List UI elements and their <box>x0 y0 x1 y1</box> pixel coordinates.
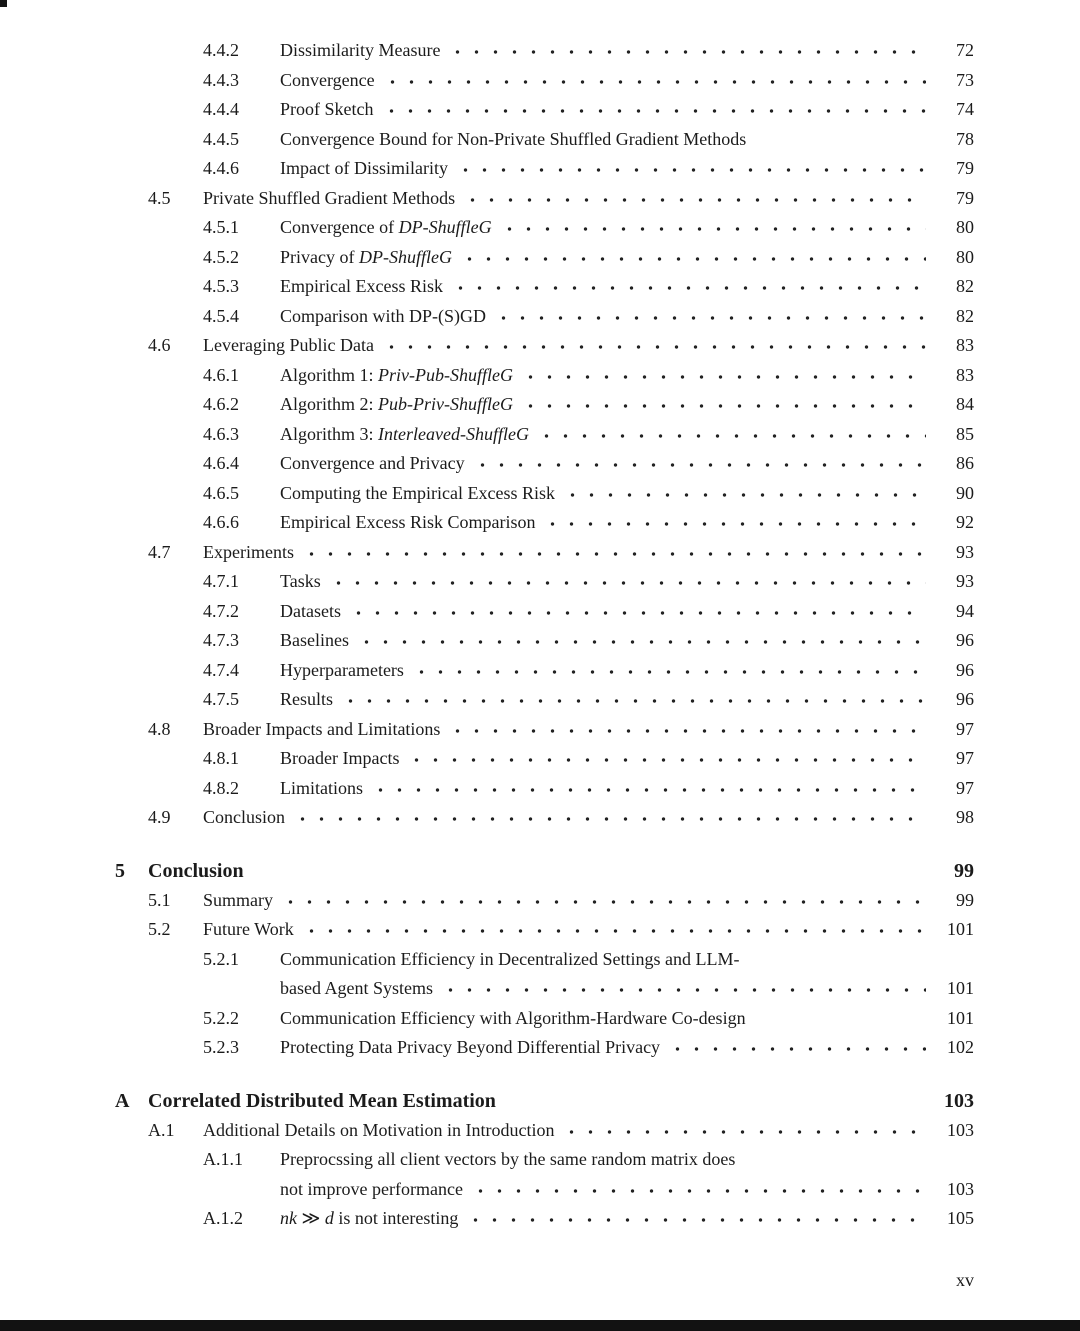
entry-title: Results <box>280 689 334 709</box>
entry-page: 93 <box>956 541 974 562</box>
entry-page: 101 <box>947 978 974 998</box>
entry-title: Leveraging Public Data <box>203 335 374 355</box>
dot-leader <box>500 215 926 233</box>
scan-corner-artifact <box>0 0 7 7</box>
toc-entry-4.4.4 <box>0 95 1080 125</box>
entry-title: Convergence and Privacy <box>280 453 465 473</box>
entry-page: 83 <box>956 364 974 385</box>
toc-entry-4.7.4 <box>0 656 1080 686</box>
dot-leader <box>371 776 926 794</box>
entry-number: A <box>115 1089 130 1112</box>
dot-leader <box>341 687 926 705</box>
toc-entry-A <box>0 1086 1080 1116</box>
toc-entry-4.7.1 <box>0 567 1080 597</box>
dot-leader <box>441 976 926 994</box>
dot-leader <box>521 363 926 381</box>
entry-title: Comparison with DP-(S)GD <box>280 305 486 326</box>
dot-leader <box>448 38 926 56</box>
entry-number: 5.2 <box>148 919 171 939</box>
entry-number: 4.6.3 <box>203 423 239 444</box>
entry-number: A.1.2 <box>203 1208 243 1228</box>
dot-leader <box>563 481 926 499</box>
entry-number: A.1.1 <box>203 1149 243 1169</box>
dot-leader <box>448 717 926 735</box>
entry-title: nk ≫ d is not interesting <box>280 1208 459 1228</box>
entry-title: Algorithm 3: Interleaved-ShuffleG <box>280 423 529 444</box>
entry-page: 74 <box>956 99 974 119</box>
toc-entry-4.8.2 <box>0 774 1080 804</box>
dot-leader <box>521 392 926 410</box>
entry-number: 4.6.5 <box>203 482 239 503</box>
toc-entry-4.5.4 <box>0 302 1080 332</box>
entry-title: Protecting Data Privacy Beyond Differential Privacy <box>280 1037 661 1057</box>
toc-entry-4.6.4 <box>0 449 1080 479</box>
entry-page: 85 <box>956 423 974 444</box>
toc-entry-4.6.1 <box>0 361 1080 391</box>
entry-page: 73 <box>956 69 974 90</box>
dot-leader <box>456 156 926 174</box>
entry-number: 5 <box>115 859 125 882</box>
entry-page: 80 <box>956 217 974 237</box>
entry-number: 4.6.6 <box>203 512 239 532</box>
toc-entry-5.2.1 <box>0 945 1080 975</box>
entry-title: Convergence Bound for Non-Private Shuffled Gradient Methods <box>280 128 747 149</box>
entry-page: 99 <box>954 859 974 882</box>
toc-entry-A.1 <box>0 1116 1080 1146</box>
entry-title: Privacy of DP-ShuffleG <box>280 246 452 267</box>
toc-entry-A.1.2 <box>0 1204 1080 1234</box>
toc-entry-4.4.2 <box>0 36 1080 66</box>
entry-title: Broader Impacts and Limitations <box>203 718 441 739</box>
entry-number: 4.4.2 <box>203 40 239 60</box>
entry-title: Dissimilarity Measure <box>280 40 441 60</box>
entry-title: Algorithm 1: Priv-Pub-ShuffleG <box>280 364 513 385</box>
entry-page: 84 <box>956 394 974 414</box>
toc-entry-4.5.2 <box>0 243 1080 273</box>
entry-number: 4.8 <box>148 718 171 739</box>
entry-title: Convergence of DP-ShuffleG <box>280 217 492 237</box>
entry-title: Hyperparameters <box>280 659 404 680</box>
entry-number: 4.6 <box>148 335 171 355</box>
entry-number: 4.7.1 <box>203 571 239 591</box>
toc-entry-4.4.6 <box>0 154 1080 184</box>
entry-number: 5.2.2 <box>203 1007 239 1028</box>
entry-number: 4.7.3 <box>203 630 239 650</box>
entry-page: 103 <box>947 1119 974 1140</box>
entry-number: 4.7.5 <box>203 689 239 709</box>
toc-entry-4.5.3 <box>0 272 1080 302</box>
toc-entry-4.6.5 <box>0 479 1080 509</box>
entry-number: 4.6.4 <box>203 453 239 473</box>
toc-entry-A.1.1 <box>0 1145 1080 1175</box>
dot-leader <box>460 245 926 263</box>
entry-number: 5.2.3 <box>203 1037 239 1057</box>
dot-leader <box>451 274 926 292</box>
entry-number: 5.1 <box>148 889 171 910</box>
entry-number: 4.4.3 <box>203 69 239 90</box>
entry-number: A.1 <box>148 1119 175 1140</box>
entry-page: 79 <box>956 158 974 178</box>
entry-number: 5.2.1 <box>203 948 239 969</box>
entry-page: 79 <box>956 187 974 208</box>
entry-title: Communication Efficiency with Algorithm-Hardware Co-design <box>280 1007 746 1028</box>
toc-entry-4.7 <box>0 538 1080 568</box>
dot-leader <box>494 304 926 322</box>
entry-page: 99 <box>956 889 974 910</box>
entry-title: Conclusion <box>148 859 244 882</box>
entry-title: Correlated Distributed Mean Estimation <box>148 1089 496 1112</box>
footer-page-number: xv <box>956 1270 974 1290</box>
entry-page: 82 <box>956 276 974 296</box>
entry-page: 103 <box>944 1089 974 1112</box>
entry-number: 4.5.3 <box>203 276 239 296</box>
toc-entry-4.6.6 <box>0 508 1080 538</box>
dot-leader <box>349 599 926 617</box>
toc-entry-5.2 <box>0 915 1080 945</box>
toc-entry-4.6.3 <box>0 420 1080 450</box>
toc-entry-4.6.2 <box>0 390 1080 420</box>
entry-number: 4.4.5 <box>203 128 239 149</box>
toc-entry-4.8 <box>0 715 1080 745</box>
entry-page: 97 <box>956 748 974 768</box>
entry-page: 83 <box>956 335 974 355</box>
entry-page: 80 <box>956 246 974 267</box>
dot-leader <box>473 451 926 469</box>
dot-leader <box>407 746 926 764</box>
dot-leader <box>466 1206 926 1224</box>
toc-entry-4.7.3 <box>0 626 1080 656</box>
toc-entry-4.4.3 <box>0 66 1080 96</box>
entry-number: 4.7.2 <box>203 600 239 621</box>
dot-leader <box>412 658 926 676</box>
entry-title: Summary <box>203 889 273 910</box>
dot-leader <box>293 805 926 823</box>
entry-title: Convergence <box>280 69 375 90</box>
dot-leader <box>382 333 926 351</box>
bottom-black-bar <box>0 1320 1080 1331</box>
entry-page: 96 <box>956 659 974 680</box>
entry-page: 103 <box>947 1178 974 1199</box>
dot-leader <box>543 510 926 528</box>
entry-page: 101 <box>947 1007 974 1028</box>
toc-list <box>0 36 1080 1234</box>
entry-title: Communication Efficiency in Decentralized Settings and LLM- <box>280 948 740 969</box>
entry-title: Empirical Excess Risk Comparison <box>280 512 536 532</box>
entry-title: Additional Details on Motivation in Introduction <box>203 1119 555 1140</box>
dot-leader <box>382 97 927 115</box>
entry-title: Proof Sketch <box>280 99 374 119</box>
entry-page: 97 <box>956 718 974 739</box>
entry-page: 92 <box>956 512 974 532</box>
toc-entry-5.2.2 <box>0 1004 1080 1034</box>
entry-page: 94 <box>956 600 974 621</box>
entry-title: Preprocssing all client vectors by the same random matrix does <box>280 1149 736 1169</box>
entry-number: 4.6.2 <box>203 394 239 414</box>
entry-number: 4.4.6 <box>203 158 239 178</box>
entry-page: 101 <box>947 919 974 939</box>
entry-number: 4.7 <box>148 541 171 562</box>
entry-number: 4.8.2 <box>203 777 239 798</box>
entry-number: 4.5.2 <box>203 246 239 267</box>
toc-entry-5.1 <box>0 886 1080 916</box>
entry-title: Baselines <box>280 630 349 650</box>
entry-number: 4.6.1 <box>203 364 239 385</box>
entry-page: 96 <box>956 689 974 709</box>
toc-entry-A.1.1-continuation <box>0 1175 1080 1205</box>
entry-number: 4.9 <box>148 807 171 827</box>
entry-page: 86 <box>956 453 974 473</box>
dot-leader <box>302 917 926 935</box>
dot-leader <box>668 1035 926 1053</box>
dot-leader <box>357 628 926 646</box>
dot-leader <box>329 569 926 587</box>
toc-entry-4.7.5 <box>0 685 1080 715</box>
entry-page: 93 <box>956 571 974 591</box>
entry-title: Algorithm 2: Pub-Priv-ShuffleG <box>280 394 513 414</box>
entry-page: 72 <box>956 40 974 60</box>
entry-page: 102 <box>947 1037 974 1057</box>
entry-title: Empirical Excess Risk <box>280 276 443 296</box>
entry-title: Experiments <box>203 541 294 562</box>
entry-title: Computing the Empirical Excess Risk <box>280 482 555 503</box>
entry-page: 78 <box>956 128 974 149</box>
entry-page: 82 <box>956 305 974 326</box>
entry-page: 97 <box>956 777 974 798</box>
dot-leader <box>463 186 926 204</box>
toc-entry-4.4.5 <box>0 125 1080 155</box>
entry-number: 4.5.4 <box>203 305 239 326</box>
toc-entry-4.5.1 <box>0 213 1080 243</box>
toc-entry-5.2.1-continuation <box>0 974 1080 1004</box>
toc-entry-4.6 <box>0 331 1080 361</box>
entry-title: Impact of Dissimilarity <box>280 158 448 178</box>
entry-number: 4.8.1 <box>203 748 239 768</box>
entry-number: 4.5 <box>148 187 171 208</box>
dot-leader <box>281 888 926 906</box>
dot-leader <box>383 68 926 86</box>
entry-title: Tasks <box>280 571 321 591</box>
toc-entry-4.9 <box>0 803 1080 833</box>
entry-number: 4.4.4 <box>203 99 239 119</box>
toc-entry-5.2.3 <box>0 1033 1080 1063</box>
entry-title: Limitations <box>280 777 363 798</box>
entry-number: 4.7.4 <box>203 659 239 680</box>
entry-title: not improve performance <box>280 1178 463 1199</box>
entry-title: Conclusion <box>203 807 286 827</box>
toc-entry-4.5 <box>0 184 1080 214</box>
entry-title: based Agent Systems <box>280 978 433 998</box>
dot-leader <box>471 1177 926 1195</box>
entry-page: 90 <box>956 482 974 503</box>
entry-number: 4.5.1 <box>203 217 239 237</box>
entry-title: Broader Impacts <box>280 748 400 768</box>
entry-page: 105 <box>947 1208 974 1228</box>
entry-title: Future Work <box>203 919 294 939</box>
dot-leader <box>562 1118 926 1136</box>
entry-page: 96 <box>956 630 974 650</box>
entry-page: 98 <box>956 807 974 827</box>
dot-leader <box>302 540 926 558</box>
toc-entry-5 <box>0 856 1080 886</box>
entry-title: Datasets <box>280 600 341 621</box>
entry-title: Private Shuffled Gradient Methods <box>203 187 456 208</box>
toc-entry-4.7.2 <box>0 597 1080 627</box>
dot-leader <box>537 422 926 440</box>
toc-entry-4.8.1 <box>0 744 1080 774</box>
